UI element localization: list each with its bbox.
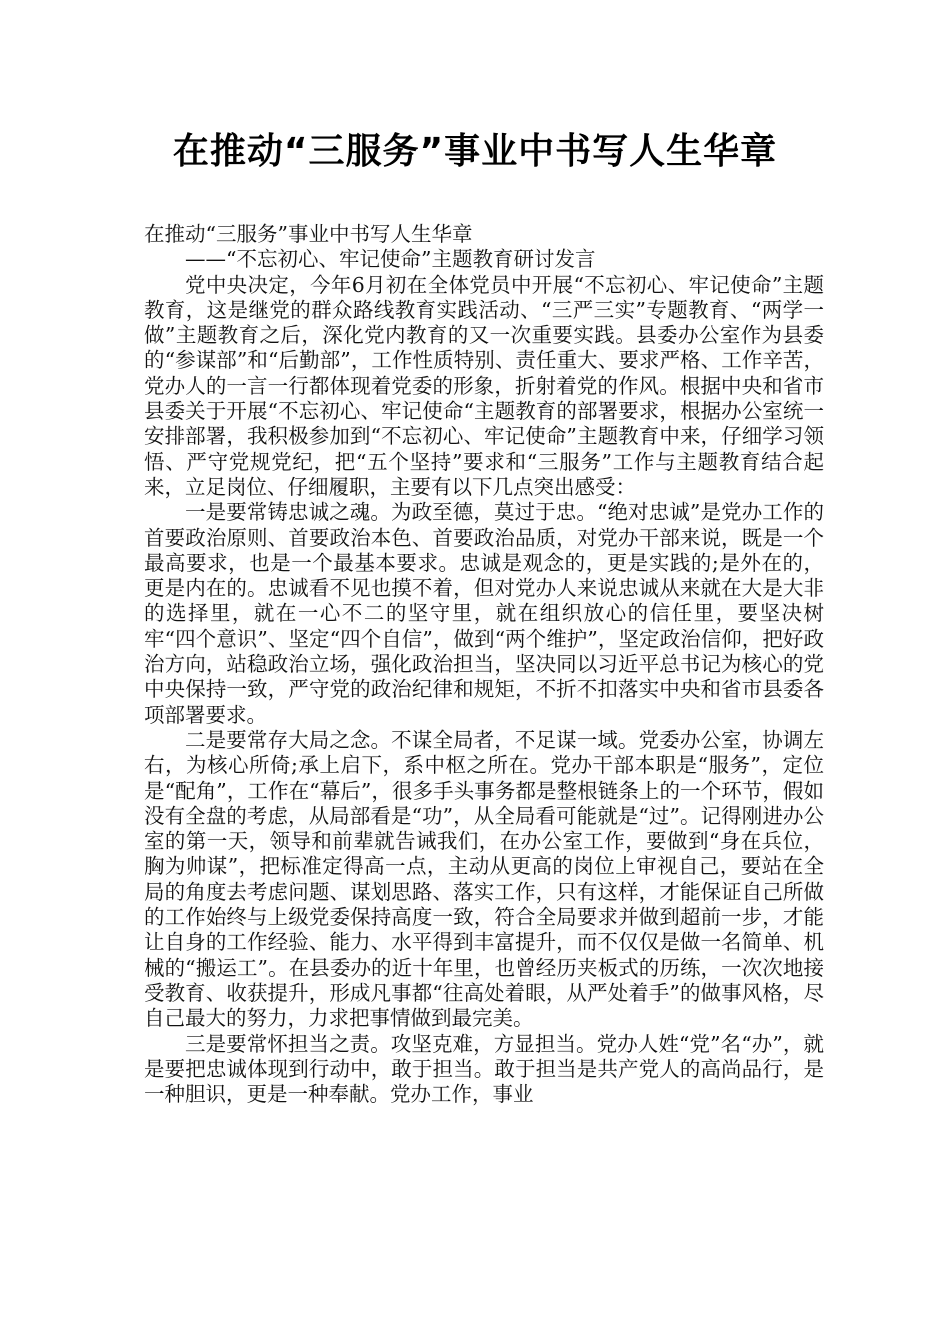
paragraph-overall-situation: 二是要常存大局之念。不谋全局者，不足谋一域。党委办公室，协调左右，为核心所倚;承上启下，系中枢之所在。党办干部本职是“服务”，定位是“配角”，工作在“幕后”，很多手头事务都是整根链条上的一个环节，假如没有全盘的考虑，从局部看是“功”，从全局看可能就是“过”。记得刚进办公室的第一天，领导和前辈就告诫我们，在办公室工作，要做到“身在兵位，胸为帅谋”，把标准定得高一点，主动从更高的岗位上审视自己，要站在全局的角度去考虑问题、谋划思路、落实工作，只有这样，才能保证自己所做的工作始终与上级党委保持高度一致，符合全局要求并做到超前一步，才能让自身的工作经验、能力、水平得到丰富提升，而不仅仅是做一名简单、机械的“搬运工”。在县委办的近十年里，也曾经历夹板式的历练，一次次地接受教育、收获提升，形成凡事都“往高处着眼，从严处着手”的做事风格，尽自己最大的努力，力求把事情做到最完美。: [144, 727, 824, 1031]
paragraph-intro: 党中央决定，今年6月初在全体党员中开展“不忘初心、牢记使命”主题教育，这是继党的群众路线教育实践活动、“三严三实”专题教育、“两学一做”主题教育之后，深化党内教育的又一次重要实践。县委办公室作为县委的“参谋部”和“后勤部”，工作性质特别、责任重大、要求严格、工作辛苦，党办人的一言一行都体现着党委的形象，折射着党的作风。根据中央和省市县委关于开展“不忘初心、牢记使命“主题教育的部署要求，根据办公室统一安排部署，我积极参加到“不忘初心、牢记使命”主题教育中来，仔细学习领悟、严守党规党纪，把“五个坚持”要求和“三服务”工作与主题教育结合起来，立足岗位、仔细履职，主要有以下几点突出感受：: [144, 272, 824, 499]
paragraph-responsibility: 三是要常怀担当之责。攻坚克难，方显担当。党办人姓“党”名“办”，就是要把忠诚体现到行动中，敢于担当。敢于担当是共产党人的高尚品行，是一种胆识，更是一种奉献。党办工作，事业: [144, 1031, 824, 1107]
document-body: [144, 222, 824, 1107]
page-title: 在推动“三服务”事业中书写人生华章: [172, 131, 778, 172]
heading-repeat: 在推动“三服务”事业中书写人生华章: [144, 222, 473, 246]
paragraph-loyalty: 一是要常铸忠诚之魂。为政至德，莫过于忠。“绝对忠诚”是党办工作的首要政治原则、首要政治本色、首要政治品质，对党办干部来说，既是一个最高要求，也是一个最基本要求。忠诚是观念的，更是实践的;是外在的，更是内在的。忠诚看不见也摸不着，但对党办人来说忠诚从来就在大是大非的选择里，就在一心不二的坚守里，就在组织放心的信任里，要坚决树牢“四个意识”、坚定“四个自信”，做到“两个维护”，坚定政治信仰，把好政治方向，站稳政治立场，强化政治担当，坚决同以习近平总书记为核心的党中央保持一致，严守党的政治纪律和规矩，不折不扣落实中央和省市县委各项部署要求。: [144, 500, 824, 727]
subtitle: ——“不忘初心、牢记使命”主题教育研讨发言: [185, 247, 596, 272]
